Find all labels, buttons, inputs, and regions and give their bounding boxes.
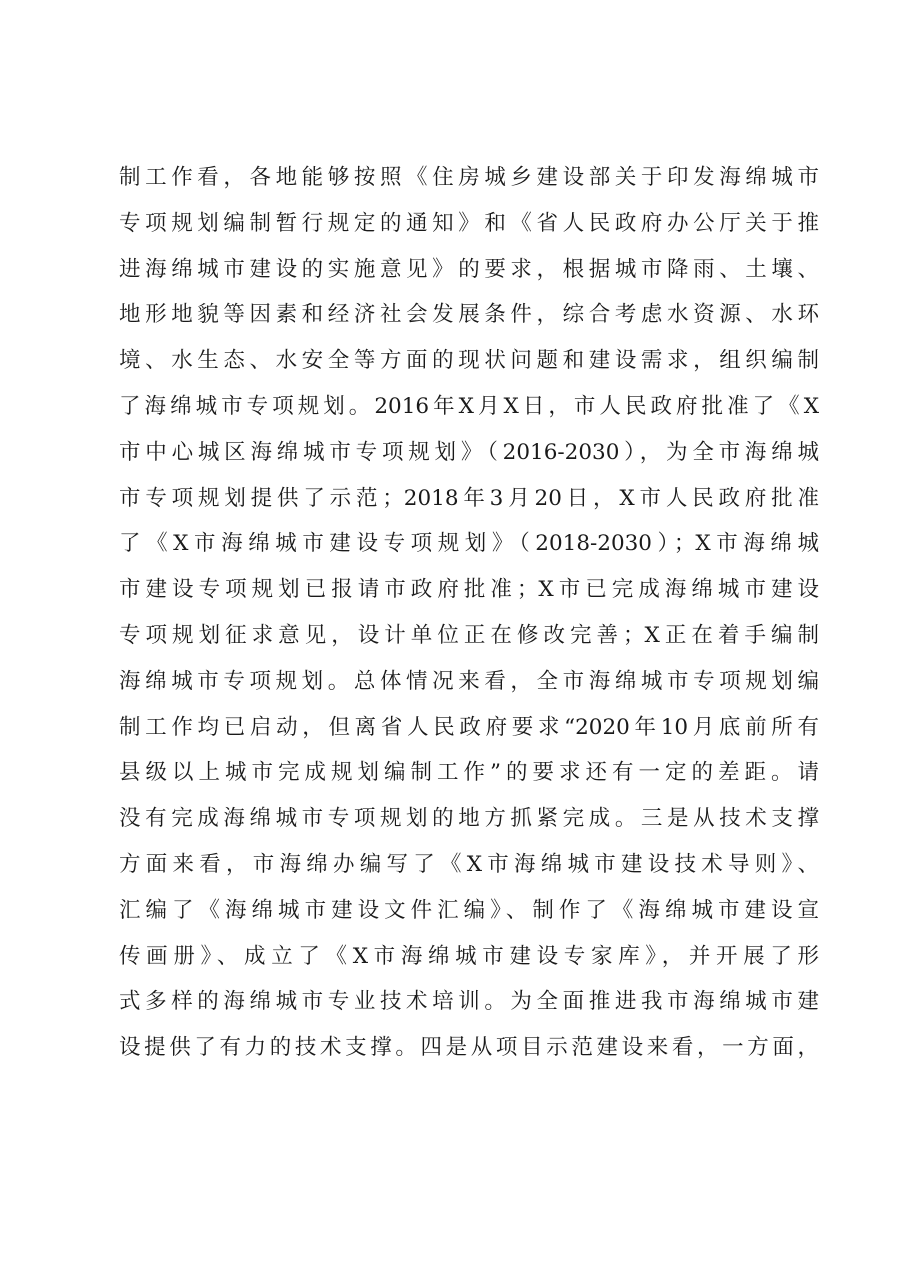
- body-paragraph: [119, 155, 819, 1071]
- text-line: 汇编了《海绵城市建设文件汇编》、制作了《海绵城市建设宣: [119, 897, 819, 923]
- text-line: 设提供了有力的技术支撑。四是从项目示范建设来看，一方面，: [119, 1035, 819, 1061]
- text-line: 专项规划征求意见，设计单位正在修改完善；X正在着手编制: [119, 622, 819, 648]
- text-line: 方面来看，市海绵办编写了《X市海绵城市建设技术导则》、: [119, 851, 819, 877]
- text-line: 进海绵城市建设的实施意见》的要求，根据城市降雨、土壤、: [119, 256, 819, 282]
- text-line: 市专项规划提供了示范；2018年3月20日，X市人民政府批准: [119, 485, 819, 511]
- text-line: 市中心城区海绵城市专项规划》（2016-2030），为全市海绵城: [119, 439, 819, 465]
- text-line: 了《X市海绵城市建设专项规划》（2018-2030）；X市海绵城: [119, 531, 819, 557]
- text-line: 制工作均已启动，但离省人民政府要求“2020年10月底前所有: [119, 714, 819, 740]
- text-line: 海绵城市专项规划。总体情况来看，全市海绵城市专项规划编: [119, 668, 819, 694]
- text-line: 传画册》、成立了《X市海绵城市建设专家库》，并开展了形: [119, 943, 819, 969]
- text-line: 制工作看，各地能够按照《住房城乡建设部关于印发海绵城市: [119, 165, 819, 190]
- text-line: 市建设专项规划已报请市政府批准；X市已完成海绵城市建设: [119, 577, 819, 603]
- text-line: 了海绵城市专项规划。2016年X月X日，市人民政府批准了《X: [119, 393, 819, 419]
- text-line: 县级以上城市完成规划编制工作”的要求还有一定的差距。请: [119, 760, 819, 786]
- text-line: 没有完成海绵城市专项规划的地方抓紧完成。三是从技术支撑: [119, 806, 819, 832]
- text-line: 式多样的海绵城市专业技术培训。为全面推进我市海绵城市建: [119, 989, 819, 1015]
- text-line: 专项规划编制暂行规定的通知》和《省人民政府办公厅关于推: [119, 210, 819, 236]
- text-line: 境、水生态、水安全等方面的现状问题和建设需求，组织编制: [119, 348, 819, 374]
- text-line: 地形地貌等因素和经济社会发展条件，综合考虑水资源、水环: [119, 302, 819, 328]
